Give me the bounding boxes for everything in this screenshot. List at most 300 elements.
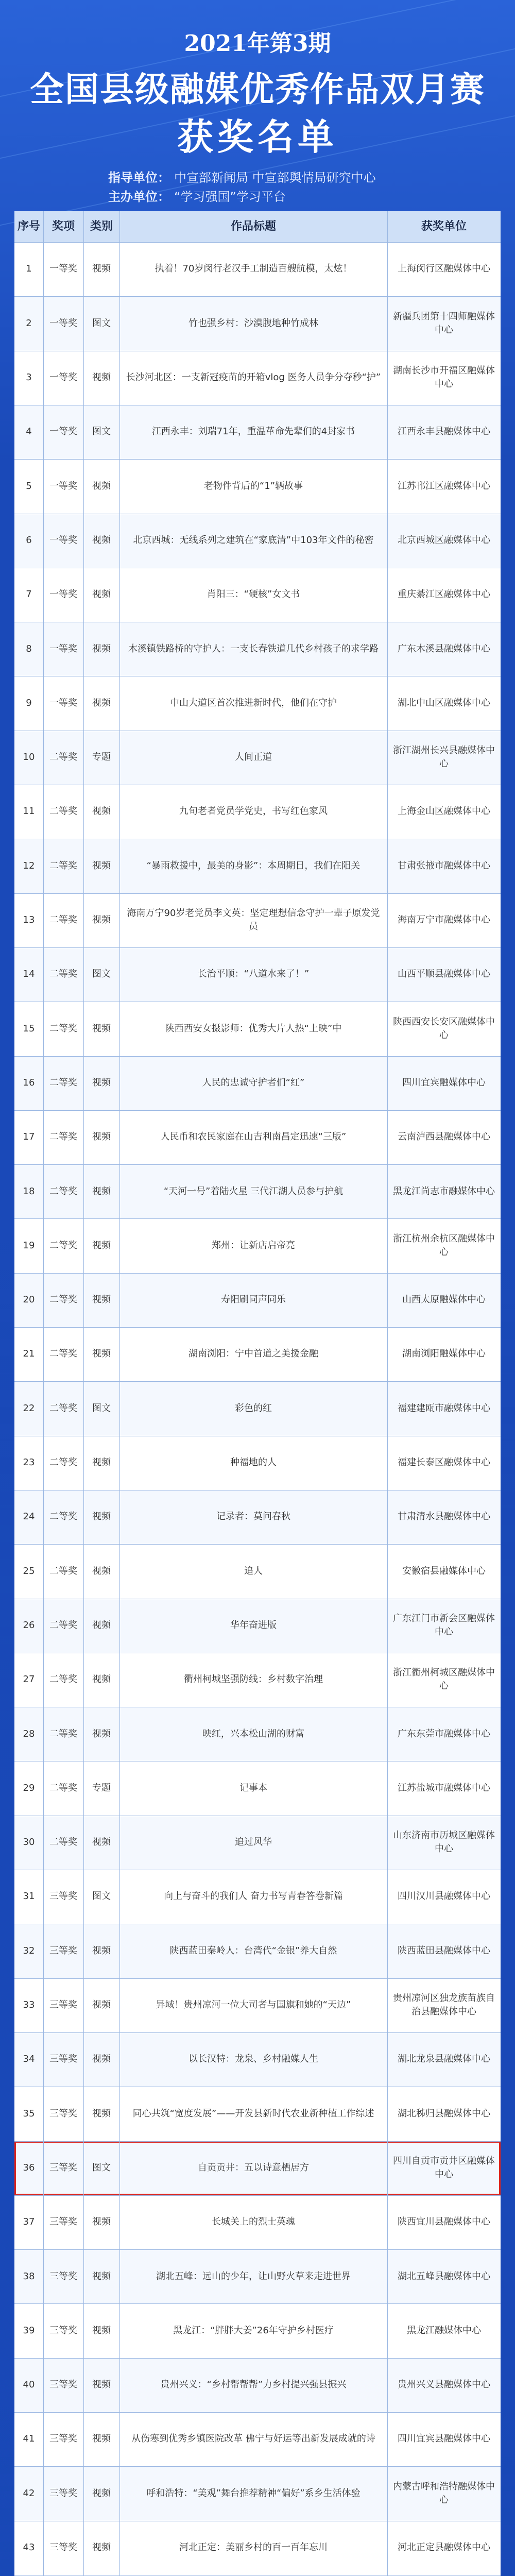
cell-no: 4: [26, 426, 32, 437]
row-divider: [14, 1110, 501, 1111]
cell-unit: 广东江门市新会区融媒体中心: [393, 1613, 495, 1637]
cell-category: 视频: [92, 1348, 111, 1360]
cell-title: 江西永丰：刘瑞71年，重温革命先辈们的4封家书: [151, 426, 355, 437]
cell-category: 视频: [92, 1674, 111, 1685]
cell-award: 一等奖: [49, 480, 77, 492]
cell-no: 29: [23, 1782, 35, 1793]
cell-no: 9: [26, 697, 32, 708]
guide-org-value: 中宣部新闻局 中宣部舆情局研究中心: [174, 171, 376, 185]
cell-no: 19: [23, 1240, 35, 1251]
row-divider: [14, 2466, 501, 2467]
cell-title: 同心共筑“宽度发展”——开发县新时代农业新种植工作综述: [132, 2108, 374, 2119]
cell-no: 30: [23, 1837, 35, 1848]
cell-award: 三等奖: [49, 2054, 77, 2065]
cell-no: 37: [23, 2216, 35, 2228]
cell-category: 图文: [92, 1402, 111, 1414]
cell-title: 贵州兴义：“乡村帮帮帮”力乡村提兴强县振兴: [160, 2379, 347, 2391]
cell-no: 11: [23, 806, 35, 817]
cell-category: 视频: [92, 372, 111, 383]
table-row: [14, 2466, 501, 2520]
cell-unit: 陕西西安长安区融媒体中心: [393, 1016, 495, 1041]
column-divider: [387, 211, 388, 2576]
cell-no: 38: [23, 2270, 35, 2282]
cell-title: 海南万宁90岁老党员李文英：坚定理想信念守护一辈子原发党员: [127, 908, 380, 933]
row-divider: [14, 296, 501, 297]
table-row: [14, 1110, 501, 1164]
table-row: [14, 1924, 501, 1978]
cell-award: 一等奖: [49, 589, 77, 600]
cell-title: 追人: [244, 1565, 263, 1577]
cell-award: 二等奖: [49, 1782, 77, 1793]
row-divider: [14, 1978, 501, 1979]
cell-award: 三等奖: [49, 2325, 77, 2336]
cell-award: 二等奖: [49, 1619, 77, 1631]
cell-award: 三等奖: [49, 2379, 77, 2391]
cell-title: 呼和浩特：“美观”舞台推荐精神“偏好”系乡生活体验: [146, 2487, 360, 2499]
cell-category: 视频: [92, 2270, 111, 2282]
cell-title: “天河一号”着陆火星 三代江湖人员参与护航: [163, 1185, 344, 1197]
cell-no: 31: [23, 1891, 35, 1902]
cell-category: 专题: [92, 752, 111, 763]
cell-unit: 海南万宁市融媒体中心: [398, 914, 490, 926]
cell-category: 视频: [92, 1837, 111, 1848]
cell-award: 三等奖: [49, 2270, 77, 2282]
cell-category: 视频: [92, 1945, 111, 1956]
cell-no: 33: [23, 1999, 35, 2011]
col-header-category: 类别: [90, 220, 113, 233]
cell-unit: 四川汉川县融媒体中心: [398, 1891, 490, 1902]
cell-unit: 上海金山区融媒体中心: [398, 806, 490, 817]
table-row: [14, 1327, 501, 1381]
cell-title: 以长汉特：龙泉、乡村融媒人生: [188, 2054, 318, 2065]
table-row: [14, 893, 501, 947]
cell-category: 图文: [92, 317, 111, 329]
table-row: [14, 514, 501, 568]
cell-unit: 新疆兵团第十四师融媒体中心: [393, 311, 495, 335]
cell-award: 二等奖: [49, 969, 77, 980]
table-row: [14, 2358, 501, 2412]
cell-unit: 陕西宜川县融媒体中心: [398, 2216, 490, 2228]
cell-unit: 湖南浏阳融媒体中心: [402, 1348, 486, 1360]
cell-award: 二等奖: [49, 1131, 77, 1143]
table-row: [14, 1056, 501, 1110]
cell-no: 6: [26, 534, 32, 546]
cell-title: 人民的忠诚守护者们“红”: [202, 1077, 305, 1088]
table-row: [14, 1164, 501, 1218]
cell-award: 三等奖: [49, 2162, 77, 2173]
cell-unit: 江苏盐城市融媒体中心: [398, 1782, 490, 1793]
cell-title: 黑龙江：“胖胖大姜”26年守护乡村医疗: [173, 2325, 334, 2336]
cell-title: 执着！70岁闵行老汉手工制造百艘航模，太炫！: [154, 263, 352, 275]
cell-award: 二等奖: [49, 1674, 77, 1685]
cell-title: 木溪镇铁路桥的守护人：一支长春铁道几代乡村孩子的求学路: [128, 643, 379, 654]
cell-title: 人民币和农民家庭在山吉利南昌定迅速“三版”: [160, 1131, 347, 1143]
cell-award: 二等奖: [49, 1294, 77, 1306]
table-row: [14, 459, 501, 513]
cell-no: 35: [23, 2108, 35, 2119]
cell-category: 视频: [92, 1999, 111, 2011]
cell-no: 1: [26, 263, 32, 275]
cell-award: 二等奖: [49, 1077, 77, 1088]
cell-category: 图文: [92, 2162, 111, 2173]
row-divider: [14, 947, 501, 948]
guide-org-label: 指导单位：: [108, 171, 170, 185]
cell-unit: 四川宜宾融媒体中心: [402, 1077, 486, 1088]
cell-award: 二等奖: [49, 806, 77, 817]
cell-unit: 甘肃清水县融媒体中心: [398, 1511, 490, 1522]
table-row: [14, 568, 501, 622]
cell-title: 九旬老者党员学党史，书写红色家风: [179, 806, 328, 817]
table-row: [14, 2087, 501, 2141]
cell-no: 34: [23, 2054, 35, 2065]
cell-title: 陕西蓝田秦岭人：台湾代“金银”养大自然: [169, 1945, 337, 1956]
cell-category: 视频: [92, 1131, 111, 1143]
cell-unit: 上海闵行区融媒体中心: [398, 263, 490, 275]
host-org: [108, 187, 286, 205]
cell-award: 二等奖: [49, 1728, 77, 1739]
table-row: [14, 1707, 501, 1761]
cell-no: 43: [23, 2542, 35, 2553]
cell-category: 视频: [92, 697, 111, 708]
cell-unit: 安徽宿县融媒体中心: [402, 1565, 486, 1577]
table-row: [14, 2303, 501, 2358]
table-row: [14, 242, 501, 296]
cell-unit: 湖北秭归县融媒体中心: [398, 2108, 490, 2119]
cell-title: 长沙河北区：一支新冠疫苗的开箱vlog 医务人员争分夺秒“护”: [126, 372, 381, 383]
cell-unit: 贵州兴义县融媒体中心: [398, 2379, 490, 2391]
row-divider: [14, 1273, 501, 1274]
cell-award: 二等奖: [49, 1402, 77, 1414]
cell-no: 23: [23, 1457, 35, 1468]
page-title: 全国县级融媒优秀作品双月赛: [30, 70, 485, 109]
table-row: [14, 2249, 501, 2303]
cell-no: 10: [23, 752, 35, 763]
host-org-label: 主办单位：: [108, 190, 170, 204]
cell-unit: 浙江衢州柯城区融媒体中心: [393, 1667, 495, 1692]
cell-title: 河北正定：美丽乡村的百一百年忘川: [179, 2542, 328, 2553]
table-row: [14, 1870, 501, 1924]
cell-category: 图文: [92, 1891, 111, 1902]
cell-award: 二等奖: [49, 1348, 77, 1360]
cell-no: 27: [23, 1674, 35, 1685]
col-header-unit: 获奖单位: [421, 220, 467, 233]
table-row: [14, 2195, 501, 2249]
cell-title: 从伤寒到优秀乡镇医院改革 佛宁与好运等出新发展成就的诗: [131, 2433, 375, 2445]
table-row: [14, 1002, 501, 1056]
cell-title: 陕西西安女摄影师：优秀大片人热“上映”中: [165, 1023, 342, 1034]
cell-no: 3: [26, 372, 32, 383]
cell-unit: 山东济南市历城区融媒体中心: [393, 1830, 495, 1855]
cell-title: 湖北五峰：远山的少年，让山野火草来走进世界: [156, 2270, 351, 2282]
cell-unit: 广东东莞市融媒体中心: [398, 1728, 490, 1739]
cell-unit: 湖北五峰县融媒体中心: [398, 2270, 490, 2282]
cell-no: 22: [23, 1402, 35, 1414]
cell-no: 13: [23, 914, 35, 926]
cell-unit: 江苏邗江区融媒体中心: [398, 480, 490, 492]
host-org-value: “学习强国”学习平台: [174, 190, 286, 204]
cell-title: 竹也强乡村：沙漠腹地种竹成林: [188, 317, 318, 329]
cell-unit: 江西永丰县融媒体中心: [398, 426, 490, 437]
cell-category: 视频: [92, 860, 111, 871]
cell-unit: 黑龙江尚志市融媒体中心: [393, 1185, 495, 1197]
row-divider: [14, 2249, 501, 2250]
cell-unit: 甘肃张掖市融媒体中心: [398, 860, 490, 871]
highlighted-row-frame: [14, 2141, 501, 2195]
cell-no: 40: [23, 2379, 35, 2391]
table-row: [14, 839, 501, 893]
cell-category: 视频: [92, 1294, 111, 1306]
cell-title: 记事本: [239, 1782, 267, 1793]
table-row: [14, 1218, 501, 1273]
cell-title: 异域！贵州凉河一位大司者与国旗和她的“天边”: [156, 1999, 351, 2011]
cell-unit: 陕西蓝田县融媒体中心: [398, 1945, 490, 1956]
cell-title: 湖南浏阳：宁中首道之美援金融: [188, 1348, 318, 1360]
cell-title: 映红，兴本松山湖的财富: [202, 1728, 304, 1739]
cell-award: 三等奖: [49, 2108, 77, 2119]
cell-category: 视频: [92, 806, 111, 817]
cell-no: 17: [23, 1131, 35, 1143]
cell-award: 三等奖: [49, 1945, 77, 1956]
column-divider: [119, 211, 120, 2576]
col-header-title: 作品标题: [230, 220, 276, 233]
cell-no: 16: [23, 1077, 35, 1088]
cell-title: 种福地的人: [230, 1457, 277, 1468]
table-row: [14, 351, 501, 405]
cell-award: 一等奖: [49, 317, 77, 329]
table-row: [14, 1436, 501, 1490]
cell-award: 二等奖: [49, 752, 77, 763]
cell-no: 20: [23, 1294, 35, 1306]
cell-category: 视频: [92, 2542, 111, 2553]
cell-no: 5: [26, 480, 32, 492]
cell-category: 视频: [92, 2379, 111, 2391]
cell-title: 自贡贡井：五以诗意栖居方: [198, 2162, 309, 2173]
row-divider: [14, 1056, 501, 1057]
cell-award: 三等奖: [49, 1891, 77, 1902]
cell-award: 二等奖: [49, 1565, 77, 1577]
table-row: [14, 1599, 501, 1653]
cell-title: 北京西城：无线系列之建筑在“家底清”中103年文件的秘密: [133, 534, 374, 546]
cell-no: 21: [23, 1348, 35, 1360]
cell-award: 一等奖: [49, 534, 77, 546]
row-divider: [14, 2303, 501, 2304]
row-divider: [14, 1164, 501, 1165]
cell-unit: 山西太原融媒体中心: [402, 1294, 486, 1306]
row-divider: [14, 2141, 501, 2142]
cell-title: 中山大道区首次推进新时代，他们在守护: [170, 697, 337, 708]
cell-category: 图文: [92, 969, 111, 980]
cell-unit: 浙江湖州长兴县融媒体中心: [393, 745, 495, 770]
column-divider: [83, 211, 84, 2576]
guide-org: [108, 167, 376, 185]
cell-category: 视频: [92, 1728, 111, 1739]
table-row: [14, 785, 501, 839]
table-row: [14, 1544, 501, 1598]
cell-award: 一等奖: [49, 372, 77, 383]
cell-unit: 北京西城区融媒体中心: [398, 534, 490, 546]
cell-no: 26: [23, 1619, 35, 1631]
cell-award: 一等奖: [49, 643, 77, 654]
cell-category: 视频: [92, 2487, 111, 2499]
cell-category: 视频: [92, 1185, 111, 1197]
cell-no: 8: [26, 643, 32, 654]
cell-title: 郑州：让新店启帝亮: [212, 1240, 295, 1251]
cell-category: 视频: [92, 1565, 111, 1577]
cell-unit: 黑龙江融媒体中心: [407, 2325, 481, 2336]
cell-no: 2: [26, 317, 32, 329]
cell-unit: 广东木溪县融媒体中心: [398, 643, 490, 654]
cell-unit: 贵州凉河区独龙族苗族自治县融媒体中心: [393, 1993, 495, 2018]
row-divider: [14, 2032, 501, 2033]
table-row: [14, 1381, 501, 1435]
cell-category: 视频: [92, 1457, 111, 1468]
cell-no: 24: [23, 1511, 35, 1522]
cell-unit: 湖北中山区融媒体中心: [398, 697, 490, 708]
cell-unit: 浙江杭州余杭区融媒体中心: [393, 1233, 495, 1258]
cell-award: 二等奖: [49, 1457, 77, 1468]
col-header-award: 奖项: [52, 220, 75, 233]
row-divider: [14, 242, 501, 243]
cell-title: 老物件背后的“1”辆故事: [203, 480, 303, 492]
cell-title: 长治平顺：“八道水来了！”: [197, 969, 310, 980]
cell-unit: 湖北龙泉县融媒体中心: [398, 2054, 490, 2065]
cell-award: 三等奖: [49, 2542, 77, 2553]
cell-award: 二等奖: [49, 1837, 77, 1848]
row-divider: [14, 893, 501, 894]
cell-no: 42: [23, 2487, 35, 2499]
table-row: [14, 405, 501, 459]
table-row: [14, 2412, 501, 2466]
cell-title: 人间正道: [235, 752, 272, 763]
cell-category: 视频: [92, 480, 111, 492]
cell-category: 视频: [92, 1077, 111, 1088]
cell-no: 41: [23, 2433, 35, 2445]
row-divider: [14, 1544, 501, 1545]
cell-title: 记录者：莫问春秋: [216, 1511, 290, 1522]
cell-category: 视频: [92, 1023, 111, 1034]
cell-unit: 四川宜宾县融媒体中心: [398, 2433, 490, 2445]
col-header-no: 序号: [17, 220, 40, 233]
cell-award: 三等奖: [49, 2487, 77, 2499]
cell-unit: 福建建瓯市融媒体中心: [398, 1402, 490, 1414]
cell-award: 三等奖: [49, 2216, 77, 2228]
cell-category: 视频: [92, 643, 111, 654]
column-divider: [43, 211, 44, 2576]
row-divider: [14, 2195, 501, 2196]
cell-award: 一等奖: [49, 263, 77, 275]
row-divider: [14, 1218, 501, 1219]
table-row: [14, 1490, 501, 1544]
cell-category: 视频: [92, 534, 111, 546]
cell-no: 32: [23, 1945, 35, 1956]
table-row: [14, 2032, 501, 2087]
cell-award: 一等奖: [49, 426, 77, 437]
cell-award: 二等奖: [49, 1240, 77, 1251]
cell-unit: 四川自贡市贡井区融媒体中心: [393, 2155, 495, 2180]
cell-title: 寿阳刷同声同乐: [221, 1294, 286, 1306]
cell-category: 图文: [92, 426, 111, 437]
cell-title: 华年奋进版: [230, 1619, 277, 1631]
cell-no: 7: [26, 589, 32, 600]
cell-no: 28: [23, 1728, 35, 1739]
cell-award: 二等奖: [49, 1185, 77, 1197]
table-row: [14, 1653, 501, 1707]
cell-category: 视频: [92, 2433, 111, 2445]
table-row: [14, 2521, 501, 2575]
cell-unit: 福建长泰区融媒体中心: [398, 1457, 490, 1468]
cell-title: 彩色的红: [235, 1402, 272, 1414]
cell-category: 视频: [92, 589, 111, 600]
cell-category: 视频: [92, 2054, 111, 2065]
cell-award: 二等奖: [49, 1511, 77, 1522]
cell-unit: 内蒙古呼和浩特融媒体中心: [393, 2481, 495, 2505]
cell-unit: 云南泸西县融媒体中心: [398, 1131, 490, 1143]
cell-category: 视频: [92, 2108, 111, 2119]
cell-category: 视频: [92, 2325, 111, 2336]
cell-unit: 湖南长沙市开福区融媒体中心: [393, 365, 495, 390]
table-row: [14, 1816, 501, 1870]
cell-no: 15: [23, 1023, 35, 1034]
cell-unit: 山西平顺县融媒体中心: [398, 969, 490, 980]
cell-award: 一等奖: [49, 697, 77, 708]
table-header: [14, 211, 501, 242]
cell-award: 二等奖: [49, 914, 77, 926]
cell-no: 14: [23, 969, 35, 980]
cell-title: 追过风华: [235, 1837, 272, 1848]
issue-label: 2021年第3期: [184, 30, 331, 57]
award-table: [14, 211, 501, 2576]
poster-header: [0, 0, 515, 237]
cell-category: 视频: [92, 2216, 111, 2228]
cell-no: 18: [23, 1185, 35, 1197]
cell-award: 二等奖: [49, 1023, 77, 1034]
cell-category: 专题: [92, 1782, 111, 1793]
cell-category: 视频: [92, 1240, 111, 1251]
cell-category: 视频: [92, 914, 111, 926]
cell-award: 三等奖: [49, 2433, 77, 2445]
cell-title: “暴雨救援中，最美的身影”：本周期日，我们在阳关: [146, 860, 360, 871]
row-divider: [14, 2412, 501, 2413]
cell-no: 25: [23, 1565, 35, 1577]
row-divider: [14, 1381, 501, 1382]
cell-unit: 重庆綦江区融媒体中心: [398, 589, 490, 600]
cell-unit: 河北正定县融媒体中心: [398, 2542, 490, 2553]
cell-award: 二等奖: [49, 860, 77, 871]
cell-no: 36: [23, 2162, 35, 2173]
cell-category: 视频: [92, 1619, 111, 1631]
row-divider: [14, 2358, 501, 2359]
cell-category: 视频: [92, 1511, 111, 1522]
page-subtitle: 获奖名单: [177, 116, 338, 158]
cell-no: 39: [23, 2325, 35, 2336]
table-row: [14, 622, 501, 676]
cell-award: 三等奖: [49, 1999, 77, 2011]
row-divider: [14, 1327, 501, 1328]
table-row: [14, 1978, 501, 2032]
table-row: [14, 676, 501, 730]
table-row: [14, 1273, 501, 1327]
cell-title: 长城关上的烈士英魂: [212, 2216, 295, 2228]
cell-category: 视频: [92, 263, 111, 275]
table-row: [14, 296, 501, 350]
table-row: [14, 947, 501, 1002]
table-row: [14, 1761, 501, 1815]
cell-no: 12: [23, 860, 35, 871]
cell-title: 肖阳三：“硬核”女文书: [207, 589, 300, 600]
row-divider: [14, 459, 501, 460]
table-row: [14, 731, 501, 785]
cell-title: 衢州柯城坚强防线：乡村数字治理: [184, 1674, 323, 1685]
